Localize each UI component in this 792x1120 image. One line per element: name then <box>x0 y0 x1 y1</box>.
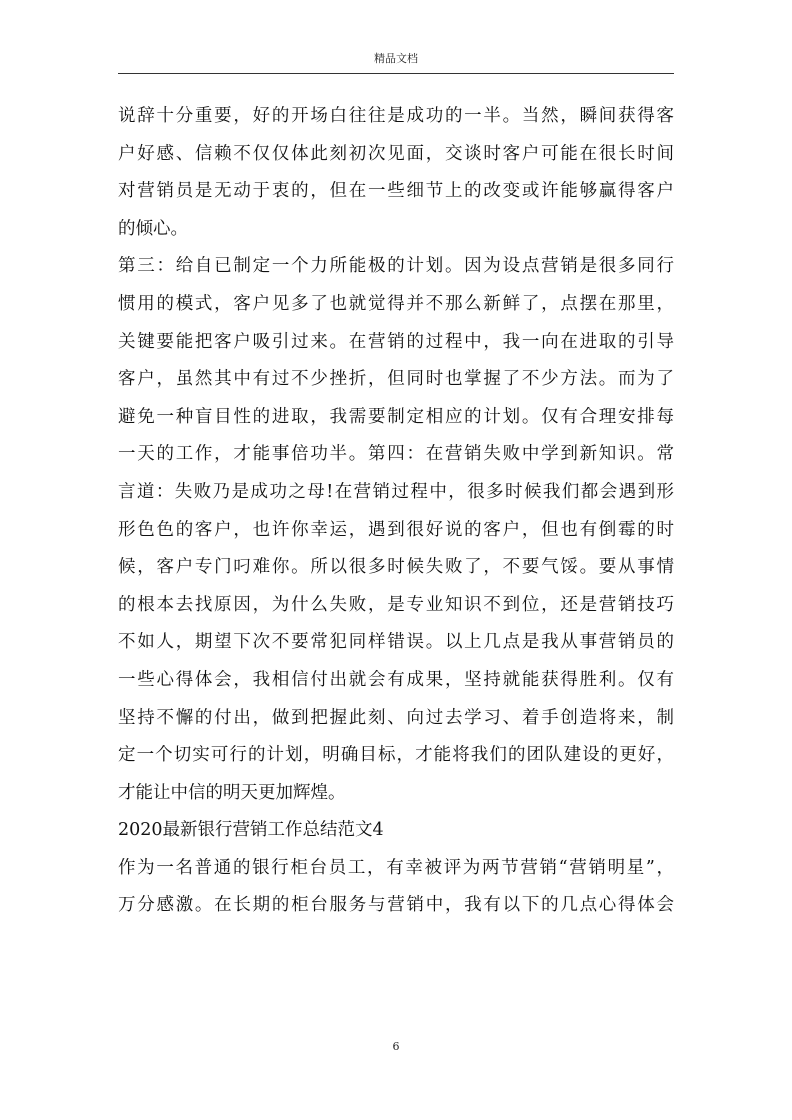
page-header-label: 精品文档 <box>374 52 418 65</box>
text-line: 言道：失败乃是成功之母!在营销过程中，很多时候我们都会遇到形 <box>118 481 674 502</box>
text-line: 户好感、信赖不仅仅体此刻初次见面，交谈时客户可能在很长时间 <box>118 143 674 164</box>
text-line: 第三：给自已制定一个力所能极的计划。因为设点营销是很多同行 <box>118 256 674 277</box>
text-line: 候，客户专门叼难你。所以很多时候失败了，不要气馁。要从事情 <box>118 557 674 578</box>
text-line: 作为一名普通的银行柜台员工，有幸被评为两节营销“营销明星”， <box>118 857 674 878</box>
section-heading: 2020最新银行营销工作总结范文4 <box>118 820 384 841</box>
text-line: 说辞十分重要，好的开场白往往是成功的一半。当然，瞬间获得客 <box>118 106 674 126</box>
text-line: 的倾心。 <box>118 218 188 239</box>
text-line: 万分感激。在长期的柜台服务与营销中，我有以下的几点心得体会 <box>118 895 674 916</box>
text-line: 惯用的模式，客户见多了也就觉得并不那么新鲜了，点摆在那里， <box>118 293 674 314</box>
header-divider <box>118 73 674 74</box>
text-line: 不如人，期望下次不要常犯同样错误。以上几点是我从事营销员的 <box>118 632 674 653</box>
text-line: 关键要能把客户吸引过来。在营销的过程中，我一向在进取的引导 <box>118 331 674 352</box>
text-line: 一天的工作，才能事倍功半。第四：在营销失败中学到新知识。常 <box>118 444 674 465</box>
document-body <box>118 98 674 925</box>
text-line: 形色色的客户，也许你幸运，遇到很好说的客户，但也有倒霉的时 <box>118 519 674 540</box>
text-line: 坚持不懈的付出，做到把握此刻、向过去学习、着手创造将来，制 <box>118 707 674 728</box>
text-line: 避免一种盲目性的进取，我需要制定相应的计划。仅有合理安排每 <box>118 406 674 427</box>
text-line: 客户，虽然其中有过不少挫折，但同时也掌握了不少方法。而为了 <box>118 369 674 390</box>
text-line: 对营销员是无动于衷的，但在一些细节上的改变或许能够赢得客户 <box>118 181 674 202</box>
page-number: 6 <box>392 1040 400 1053</box>
text-line: 定一个切实可行的计划，明确目标，才能将我们的团队建设的更好， <box>118 745 674 766</box>
text-line: 一些心得体会，我相信付出就会有成果，坚持就能获得胜利。仅有 <box>118 669 674 690</box>
text-line: 才能让中信的明天更加辉煌。 <box>118 782 346 803</box>
text-line: 的根本去找原因，为什么失败，是专业知识不到位，还是营销技巧 <box>118 594 674 615</box>
